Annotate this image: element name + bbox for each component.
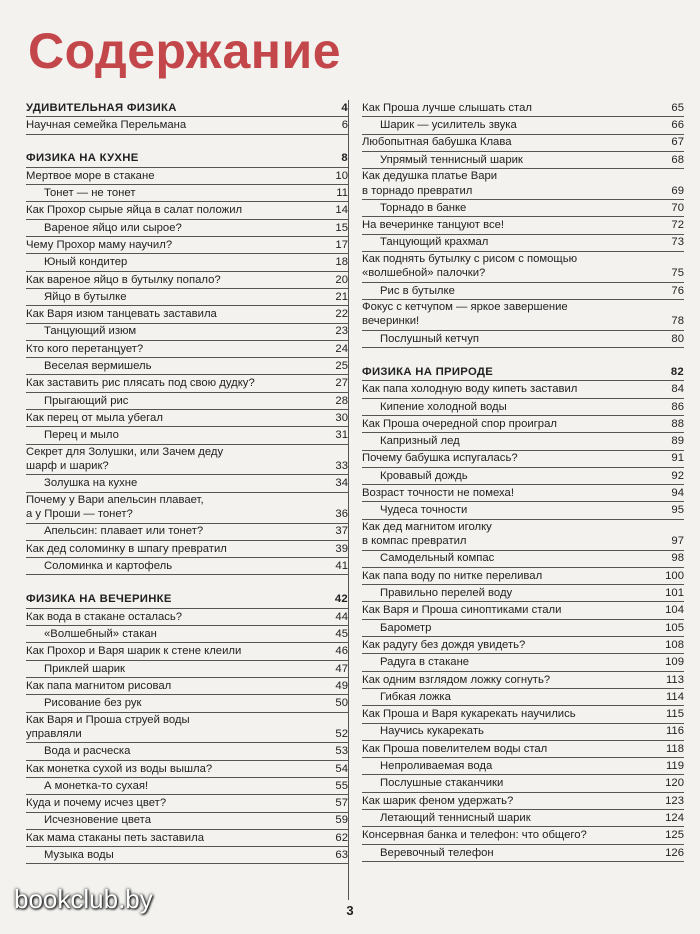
toc-entry[interactable] — [362, 451, 684, 468]
toc-entry-title: Самодельный компас — [380, 552, 495, 565]
toc-entry-title: Научись кукарекать — [380, 725, 484, 738]
toc-entry[interactable] — [26, 609, 348, 626]
toc-entry-page: 89 — [671, 435, 684, 448]
toc-entry-title: Веселая вермишель — [44, 360, 152, 373]
toc-entry-title: Вареное яйцо или сырое? — [44, 221, 182, 234]
toc-entry-title: Послушные стаканчики — [380, 777, 504, 790]
toc-entry-title: Как поднять бутылку с рисом с помощью «волшебной» палочки? — [362, 252, 578, 280]
toc-entry-title: Как радугу без дождя увидеть? — [362, 638, 526, 651]
toc-entry-page: 116 — [665, 725, 684, 738]
toc-entry-title: Почему у Вари апельсин плавает, а у Проши — тонет? — [26, 493, 204, 521]
toc-entry-title: Летающий теннисный шарик — [380, 811, 531, 824]
toc-entry-page: 41 — [335, 560, 348, 573]
toc-entry[interactable] — [362, 585, 684, 602]
toc-entry-title: Как дедушка платье Вари в торнадо превратил — [362, 170, 498, 197]
toc-entry-page: 52 — [335, 727, 348, 740]
toc-section — [26, 151, 348, 576]
toc-entry[interactable] — [362, 724, 684, 741]
toc-entry-page: 109 — [665, 656, 684, 669]
toc-entry-title: Как Проша повелителем воды стал — [362, 742, 548, 755]
toc-entry[interactable] — [362, 775, 684, 792]
toc-entry-page: 76 — [671, 284, 684, 297]
toc-entry-title: Торнадо в банке — [380, 201, 467, 214]
toc-entry[interactable] — [26, 445, 348, 476]
toc-entry[interactable] — [26, 475, 348, 492]
toc-entry[interactable] — [26, 272, 348, 289]
toc-entry[interactable] — [26, 341, 348, 358]
toc-entry[interactable] — [26, 493, 348, 524]
toc-entry-page: 45 — [335, 627, 348, 640]
toc-entry[interactable] — [362, 568, 684, 585]
toc-entry-page: 34 — [335, 477, 348, 490]
toc-entry-page: 42 — [334, 593, 348, 606]
toc-entry-title: Радуга в стакане — [380, 656, 470, 669]
toc-entry-page: 53 — [335, 745, 348, 758]
toc-entry-title: ФИЗИКА НА ПРИРОДЕ — [362, 366, 494, 378]
toc-entry-title: Капризный лед — [380, 435, 460, 448]
toc-entry-page: 36 — [335, 508, 348, 521]
toc-entry-page: 94 — [671, 487, 684, 500]
toc-entry-page: 88 — [671, 417, 684, 430]
toc-entry-page: 119 — [665, 760, 684, 773]
toc-entry-page: 57 — [335, 797, 348, 810]
toc-entry-page: 49 — [335, 679, 348, 692]
toc-entry-title: Барометр — [380, 621, 432, 634]
toc-entry-page: 73 — [671, 236, 684, 249]
toc-entry-title: Как вареное яйцо в бутылку попало? — [26, 273, 221, 286]
toc-entry-title: Чему Прохор маму научил? — [26, 238, 173, 251]
toc-entry-title: Как Прохор и Варя шарик к стене клеили — [26, 645, 242, 658]
toc-entry-title: Соломинка и картофель — [44, 560, 173, 573]
toc-entry-title: Мертвое море в стакане — [26, 169, 155, 182]
toc-entry-page: 101 — [665, 587, 684, 600]
toc-entry-title: Приклей шарик — [44, 662, 125, 675]
toc-entry-title: Как перец от мыла убегал — [26, 411, 163, 424]
toc-entry-page: 55 — [335, 779, 348, 792]
toc-entry[interactable] — [26, 220, 348, 237]
toc-entry-title: Как папа магнитом рисовал — [26, 679, 172, 692]
toc-entry-page: 97 — [671, 535, 684, 548]
toc-entry[interactable] — [26, 427, 348, 444]
toc-entry[interactable] — [362, 152, 684, 169]
toc-entry-page: 67 — [671, 136, 684, 149]
toc-entry-title: Тонет — не тонет — [44, 187, 136, 200]
toc-entry-title: Как дед магнитом иголку в компас превратил — [362, 520, 492, 548]
toc-entry-title: Как дед соломинку в шпагу превратил — [26, 542, 227, 555]
toc-entry[interactable] — [26, 237, 348, 254]
toc-entry[interactable] — [26, 830, 348, 847]
toc-entry[interactable] — [26, 541, 348, 558]
toc-entry-title: Послушный кетчуп — [380, 332, 479, 345]
toc-entry-title: Консервная банка и телефон: что общего? — [362, 829, 587, 842]
toc-entry-title: Как Проша и Варя кукарекать научились — [362, 708, 576, 721]
toc-entry[interactable] — [26, 524, 348, 541]
toc-entry-page: 82 — [670, 366, 684, 378]
toc-entry-page: 123 — [665, 794, 684, 807]
toc-entry-title: Как Варя и Проша синоптиками стали — [362, 604, 562, 617]
toc-entry-title: Исчезновение цвета — [44, 814, 151, 827]
toc-entry[interactable] — [26, 375, 348, 392]
toc-entry[interactable] — [26, 847, 348, 864]
toc-entry-title: Музыка воды — [44, 849, 114, 862]
toc-entry[interactable] — [362, 468, 684, 485]
toc-entry[interactable] — [26, 713, 348, 744]
toc-entry[interactable] — [26, 813, 348, 830]
toc-entry-page: 105 — [665, 621, 684, 634]
toc-entry-title: Научная семейка Перельмана — [26, 119, 187, 132]
toc-entry-title: Прыгающий рис — [44, 394, 129, 407]
toc-entry[interactable] — [26, 643, 348, 660]
toc-entry-page: 92 — [671, 469, 684, 482]
toc-entry[interactable] — [362, 637, 684, 654]
toc-entry[interactable] — [362, 706, 684, 723]
toc-entry[interactable] — [26, 117, 348, 134]
toc-entry-page: 95 — [671, 504, 684, 517]
toc-entry[interactable] — [362, 485, 684, 502]
toc-entry-page: 125 — [665, 829, 684, 842]
toc-entry-title: А монетка-то сухая! — [44, 779, 149, 792]
toc-entry-page: 50 — [335, 697, 348, 710]
toc-entry-title: Как Прохор сырые яйца в салат положил — [26, 204, 243, 217]
toc-entry-title: Куда и почему исчез цвет? — [26, 797, 167, 810]
toc-entry[interactable] — [362, 169, 684, 200]
toc-section — [362, 364, 684, 862]
toc-entry-title: Кто кого перетанцует? — [26, 342, 144, 355]
toc-entry-page: 80 — [671, 332, 684, 345]
column-divider — [348, 100, 349, 900]
toc-entry-page: 39 — [335, 542, 348, 555]
toc-entry-title: Кровавый дождь — [380, 469, 468, 482]
toc-entry[interactable] — [362, 117, 684, 134]
toc-entry-title: Как монетка сухой из воды вышла? — [26, 762, 213, 775]
toc-entry[interactable] — [362, 235, 684, 252]
toc-entry-page: 6 — [341, 119, 348, 132]
toc-entry-title: Как одним взглядом ложку согнуть? — [362, 673, 551, 686]
toc-entry-page: 14 — [335, 204, 348, 217]
toc-entry[interactable] — [362, 758, 684, 775]
toc-entry[interactable] — [26, 306, 348, 323]
toc-entry-page: 115 — [665, 708, 684, 721]
toc-right-column — [362, 100, 684, 862]
toc-entry-page: 22 — [335, 308, 348, 321]
toc-entry[interactable] — [26, 254, 348, 271]
toc-entry-page: 98 — [671, 552, 684, 565]
toc-entry[interactable] — [26, 743, 348, 760]
toc-entry[interactable] — [26, 289, 348, 306]
toc-entry-page: 37 — [335, 525, 348, 538]
toc-entry-title: Как Варя и Проша струей воды управляли — [26, 713, 190, 740]
toc-entry[interactable] — [362, 381, 684, 398]
toc-entry-page: 75 — [671, 267, 684, 280]
toc-entry-title: ФИЗИКА НА ВЕЧЕРИНКЕ — [26, 593, 172, 606]
toc-entry-title: Веревочный телефон — [380, 846, 494, 859]
toc-entry-page: 62 — [335, 831, 348, 844]
toc-entry-page: 114 — [665, 690, 684, 703]
toc-entry-title: Как вода в стакане осталась? — [26, 610, 183, 623]
watermark: bookclub.by — [14, 884, 153, 914]
toc-entry[interactable] — [26, 626, 348, 643]
toc-entry-page: 24 — [335, 342, 348, 355]
toc-entry[interactable] — [26, 393, 348, 410]
toc-entry-title: Почему бабушка испугалась? — [362, 452, 518, 465]
toc-entry[interactable] — [26, 410, 348, 427]
toc-entry-title: Как папа воду по нитке переливал — [362, 569, 543, 582]
toc-entry[interactable] — [362, 200, 684, 217]
toc-entry[interactable] — [26, 661, 348, 678]
toc-entry[interactable] — [362, 399, 684, 416]
toc-entry-page: 47 — [335, 662, 348, 675]
toc-entry-title: Фокус с кетчупом — яркое завершение вечеринки! — [362, 301, 568, 328]
toc-section-heading[interactable] — [26, 100, 348, 117]
toc-entry[interactable] — [26, 761, 348, 778]
toc-entry-page: 66 — [671, 119, 684, 132]
toc-entry-title: Танцующий изюм — [44, 325, 137, 338]
toc-entry-page: 23 — [335, 325, 348, 338]
toc-entry-title: Апельсин: плавает или тонет? — [44, 525, 204, 538]
toc-entry-page: 65 — [671, 101, 684, 114]
toc-entry-page: 86 — [671, 400, 684, 413]
toc-entry[interactable] — [362, 252, 684, 283]
toc-entry[interactable] — [362, 331, 684, 348]
page-title: Содержание — [28, 23, 342, 79]
toc-section — [26, 100, 348, 135]
toc-entry-page: 84 — [671, 383, 684, 396]
toc-entry-page: 59 — [335, 814, 348, 827]
toc-entry[interactable] — [362, 845, 684, 862]
toc-entry-page: 63 — [335, 849, 348, 862]
toc-entry-page: 54 — [335, 762, 348, 775]
toc-entry[interactable] — [26, 202, 348, 219]
toc-entry-page: 25 — [335, 360, 348, 373]
toc-entry-title: Чудеса точности — [380, 504, 468, 517]
toc-entry-title: Как Проша лучше слышать стал — [362, 101, 532, 114]
toc-entry-title: УДИВИТЕЛЬНАЯ ФИЗИКА — [26, 101, 177, 114]
toc-entry-page: 100 — [665, 569, 684, 582]
toc-entry-page: 70 — [671, 201, 684, 214]
toc-entry-title: Шарик — усилитель звука — [380, 119, 517, 132]
toc-section — [362, 100, 684, 348]
toc-entry-page: 104 — [665, 604, 684, 617]
toc-entry-title: ФИЗИКА НА КУХНЕ — [26, 152, 139, 165]
toc-entry-page: 18 — [335, 256, 348, 269]
toc-entry-page: 33 — [335, 460, 348, 473]
toc-entry-page: 4 — [341, 101, 348, 114]
toc-entry-title: Упрямый теннисный шарик — [380, 153, 523, 166]
toc-entry-page: 108 — [665, 638, 684, 651]
toc-entry[interactable] — [26, 795, 348, 812]
toc-entry[interactable] — [362, 602, 684, 619]
toc-entry-page: 68 — [671, 153, 684, 166]
toc-entry[interactable] — [362, 217, 684, 234]
toc-entry-page: 118 — [665, 742, 684, 755]
toc-entry[interactable] — [362, 741, 684, 758]
toc-section-heading[interactable] — [362, 364, 684, 381]
toc-entry[interactable] — [26, 324, 348, 341]
toc-entry-title: Кипение холодной воды — [380, 400, 507, 413]
toc-entry-title: «Волшебный» стакан — [44, 627, 157, 640]
toc-entry-title: Возраст точности не помеха! — [362, 487, 514, 500]
toc-entry[interactable] — [362, 654, 684, 671]
toc-section — [26, 591, 348, 864]
toc-entry[interactable] — [26, 695, 348, 712]
toc-entry[interactable] — [362, 827, 684, 844]
toc-entry-title: Правильно перелей воду — [380, 587, 513, 600]
toc-entry-title: Юный кондитер — [44, 256, 128, 269]
toc-entry-title: Золушка на кухне — [44, 477, 138, 490]
toc-entry-page: 17 — [335, 238, 348, 251]
toc-entry[interactable] — [362, 793, 684, 810]
toc-entry[interactable] — [362, 100, 684, 117]
toc-entry[interactable] — [362, 433, 684, 450]
toc-entry-page: 11 — [336, 187, 348, 200]
toc-entry[interactable] — [26, 778, 348, 795]
toc-left-column — [26, 100, 348, 864]
toc-entry-title: Как заставить рис плясать под свою дудку? — [26, 377, 255, 390]
toc-entry-page: 113 — [665, 673, 684, 686]
toc-entry-page: 31 — [335, 429, 348, 442]
toc-entry-page: 15 — [335, 221, 348, 234]
toc-entry-title: Вода и расческа — [44, 745, 131, 758]
toc-entry-page: 20 — [335, 273, 348, 286]
toc-entry[interactable] — [26, 678, 348, 695]
toc-entry-title: На вечеринке танцуют все! — [362, 219, 505, 232]
toc-entry-page: 21 — [335, 290, 348, 303]
toc-entry[interactable] — [26, 168, 348, 185]
toc-entry-title: Как папа холодную воду кипеть заставил — [362, 383, 578, 396]
toc-entry-page: 124 — [665, 811, 684, 824]
toc-entry-title: Гибкая ложка — [380, 690, 451, 703]
toc-entry[interactable] — [362, 300, 684, 331]
toc-entry-title: Как мама стаканы петь заставила — [26, 831, 204, 844]
toc-entry[interactable] — [362, 620, 684, 637]
toc-entry[interactable] — [362, 672, 684, 689]
toc-entry-title: Как Варя изюм танцевать заставила — [26, 308, 217, 321]
toc-entry-title: Любопытная бабушка Клава — [362, 136, 512, 149]
toc-entry[interactable] — [362, 689, 684, 706]
toc-entry[interactable] — [26, 185, 348, 202]
toc-entry-page: 72 — [671, 219, 684, 232]
toc-entry-title: Как Проша очередной спор проиграл — [362, 417, 557, 430]
toc-entry[interactable] — [362, 135, 684, 152]
toc-entry-page: 91 — [671, 452, 684, 465]
toc-entry-page: 78 — [671, 315, 684, 328]
toc-entry[interactable] — [362, 551, 684, 568]
toc-entry-page: 46 — [335, 645, 348, 658]
toc-entry[interactable] — [362, 520, 684, 551]
toc-section-heading[interactable] — [26, 151, 348, 168]
toc-entry-page: 120 — [665, 777, 684, 790]
toc-entry-title: Секрет для Золушки, или Зачем деду шарф и шарик? — [26, 445, 224, 473]
toc-entry-page: 44 — [335, 610, 348, 623]
toc-entry-title: Непроливаемая вода — [380, 760, 493, 773]
toc-entry-title: Как шарик феном удержать? — [362, 794, 514, 807]
toc-entry[interactable] — [362, 502, 684, 519]
toc-entry-page: 69 — [671, 184, 684, 197]
toc-entry-page: 27 — [335, 377, 348, 390]
toc-entry-title: Рисование без рук — [44, 697, 142, 710]
toc-entry-title: Яйцо в бутылке — [44, 290, 127, 303]
toc-entry-page: 126 — [665, 846, 684, 859]
toc-entry[interactable] — [362, 416, 684, 433]
toc-entry-title: Танцующий крахмал — [380, 236, 489, 249]
toc-entry-title: Перец и мыло — [44, 429, 119, 442]
toc-entry[interactable] — [26, 558, 348, 575]
toc-entry[interactable] — [362, 810, 684, 827]
toc-section-heading[interactable] — [26, 591, 348, 608]
page-number: 3 — [346, 903, 354, 918]
toc-entry-page: 30 — [335, 411, 348, 424]
toc-entry[interactable] — [362, 283, 684, 300]
toc-entry-page: 8 — [341, 152, 348, 165]
toc-entry-page: 28 — [335, 394, 348, 407]
toc-entry-page: 10 — [335, 169, 348, 182]
toc-entry[interactable] — [26, 358, 348, 375]
toc-entry-title: Рис в бутылке — [380, 284, 455, 297]
